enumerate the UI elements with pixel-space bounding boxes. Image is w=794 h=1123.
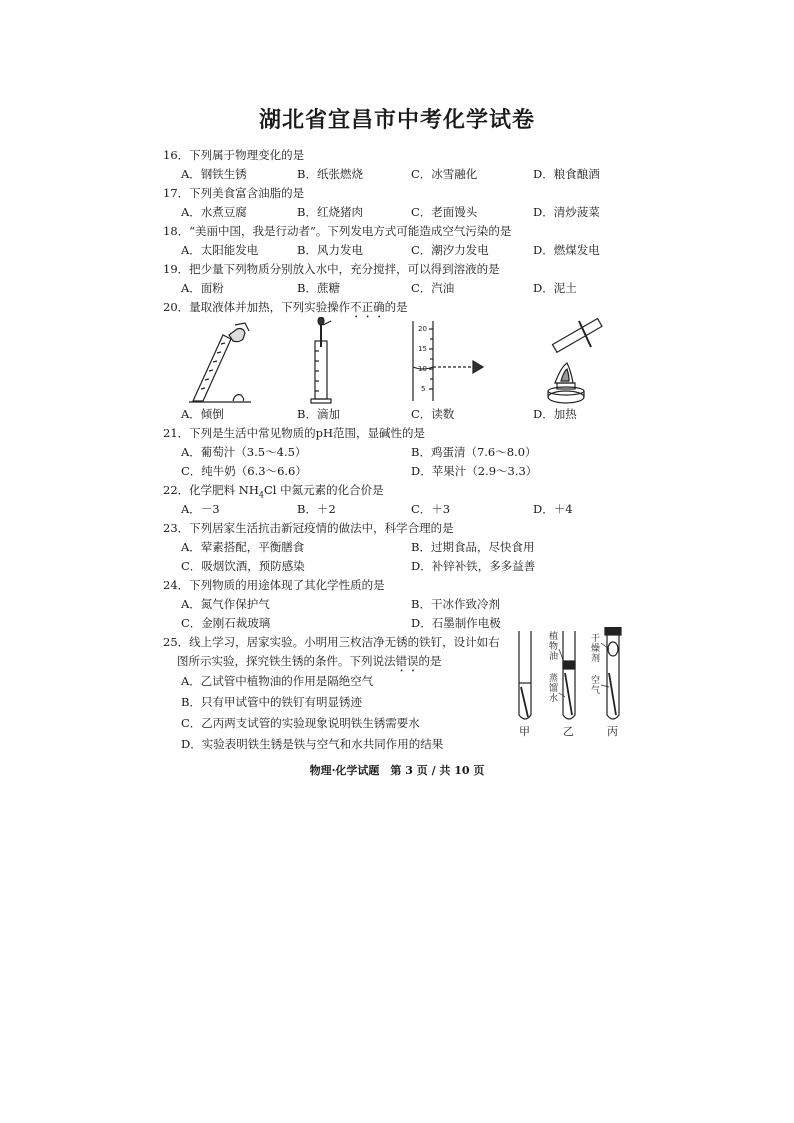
q25-option-d: D．实验表明铁生锈是铁与空气和水共同作用的结果 [181,737,444,751]
q22-stem-subscript: 4 [258,490,264,500]
q19-option-c: C．汽油 [411,281,455,295]
q20-stem [163,298,643,317]
q25-block [163,633,643,755]
label-oil-2: 物 [549,642,559,652]
q25-stem-emphasis: 错误 [395,654,419,668]
tube-label-jia: 甲 [519,725,530,737]
q16-option-b: B．纸张燃烧 [297,167,363,181]
q22-option-b: B．＋2 [297,502,336,516]
q16-option-c: C．冰雪融化 [411,167,478,181]
q22-stem-suffix: Cl 中氮元素的化合价是 [263,483,384,497]
q19-option-b: B．蔗糖 [297,281,340,295]
q18-option-b: B．风力发电 [297,243,363,257]
q16-option-d: D．粮食酿酒 [533,167,600,181]
q22-stem-prefix: 22．化学肥料 NH [163,483,259,497]
scale-tick-5: 5 [421,385,426,393]
q22-option-d: D．＋4 [533,502,573,516]
q23-option-c: C．吸烟饮酒，预防感染 [181,559,305,573]
q17-stem: 17．下列美食富含油脂的是 [163,186,305,200]
q20-option-c: C．读数 [411,407,455,421]
q21-option-d: D．苹果汁（2.9～3.3） [411,464,538,478]
q25-option-a: A．乙试管中植物油的作用是隔绝空气 [181,674,374,688]
q21-options-row1 [163,443,643,462]
label-oil-1: 植 [549,632,559,642]
q25-option-c: C．乙丙两支试管的实验现象说明铁生锈需要水 [181,716,420,730]
q20-option-d: D．加热 [533,407,577,421]
q18-options [163,241,643,260]
q17-option-b: B．红烧猪肉 [297,205,363,219]
q21-option-b: B．鸡蛋清（7.6～8.0） [411,445,537,459]
q23-options-row2 [163,557,643,576]
tube-label-yi: 乙 [563,725,574,737]
scale-tick-20: 20 [418,325,427,333]
q19-stem: 19．把少量下列物质分别放入水中，充分搅拌，可以得到溶液的是 [163,262,500,276]
q17-option-c: C．老面馒头 [411,205,478,219]
q23-option-d: D．补锌补铁，多多益善 [411,559,536,573]
label-desiccant-2: 燥 [591,644,601,654]
label-air-2: 气 [591,686,601,696]
q18-stem: 18．“美丽中国，我是行动者”。下列发电方式可能造成空气污染的是 [163,224,512,238]
q20-stem-prefix: 20．量取液体并加热，下列实验操作 [163,300,351,314]
q20-option-b: B．滴加 [297,407,340,421]
q17-option-a: A．水煮豆腐 [181,205,247,219]
q24-option-c: C．金刚石裁玻璃 [181,616,271,630]
label-water-2: 馏 [549,684,559,694]
q24-option-a: A．氮气作保护气 [181,597,270,611]
q24-options-row1 [163,595,643,614]
q22-option-a: A．－3 [181,502,220,516]
q20-option-a: A．倾倒 [181,407,224,421]
q25-option-b: B．只有甲试管中的铁钉有明显锈迹 [181,695,362,709]
q20-stem-suffix: 的是 [384,300,408,314]
q17-option-d: D．清炒菠菜 [533,205,600,219]
q25-stem-suffix: 的是 [418,654,442,668]
q25-stem-line2 [163,652,498,671]
test-tubes-figure [511,627,651,737]
q21-option-a: A．葡萄汁（3.5～4.5） [181,445,307,459]
q19-options [163,279,643,298]
q19-option-d: D．泥土 [533,281,577,295]
scale-tick-15: 15 [418,345,427,353]
scale-tick-10: 10 [418,365,427,373]
q23-option-a: A．荤素搭配，平衡膳食 [181,540,305,554]
q24-option-b: B．干冰作致冷剂 [411,597,500,611]
q23-options-row1 [163,538,643,557]
label-air-1: 空 [591,676,601,686]
pouring-figure [185,317,255,405]
q16-option-a: A．钢铁生锈 [181,167,247,181]
q18-option-a: A．太阳能发电 [181,243,259,257]
q23-option-b: B．过期食品，尽快食用 [411,540,535,554]
q18-option-d: D．燃煤发电 [533,243,600,257]
label-water-1: 蒸 [549,674,559,684]
q22-option-c: C．＋3 [411,502,451,516]
q16-stem: 16．下列属于物理变化的是 [163,148,305,162]
q22-options [163,500,643,519]
heating-figure [531,317,611,405]
page-footer: 物理·化学试题 第 3 页 / 共 10 页 [309,764,485,777]
q20-figures [163,317,643,405]
q25-stem-line1: 25．线上学习，居家实验。小明用三枚洁净无锈的铁钉，设计如右 [163,635,500,649]
q23-stem: 23．下列居家生活抗击新冠疫情的做法中，科学合理的是 [163,521,454,535]
question-list [163,146,643,755]
q21-option-c: C．纯牛奶（6.3～6.6） [181,464,307,478]
page-title: 湖北省宜昌市中考化学试卷 [258,107,535,133]
q20-stem-emphasis: 不正确 [350,300,385,314]
label-desiccant-3: 剂 [591,654,601,664]
q21-options-row2 [163,462,643,481]
label-oil-3: 油 [549,652,559,662]
label-desiccant-1: 干 [591,634,601,644]
q24-option-d: D．石墨制作电极 [411,616,501,630]
q24-stem: 24．下列物质的用途体现了其化学性质的是 [163,578,385,592]
q18-option-c: C．潮汐力发电 [411,243,489,257]
tube-label-bing: 丙 [607,725,618,737]
q21-stem: 21．下列是生活中常见物质的pH范围，显碱性的是 [163,426,426,440]
q19-option-a: A．面粉 [181,281,224,295]
q16-options [163,165,643,184]
q22-stem [163,481,643,500]
q25-stem-prefix: 图所示实验，探究铁生锈的条件。下列说法 [177,654,396,668]
q17-options [163,203,643,222]
label-water-3: 水 [549,694,559,704]
dropping-figure [303,317,343,405]
q20-options [163,405,643,424]
reading-figure [403,317,493,405]
